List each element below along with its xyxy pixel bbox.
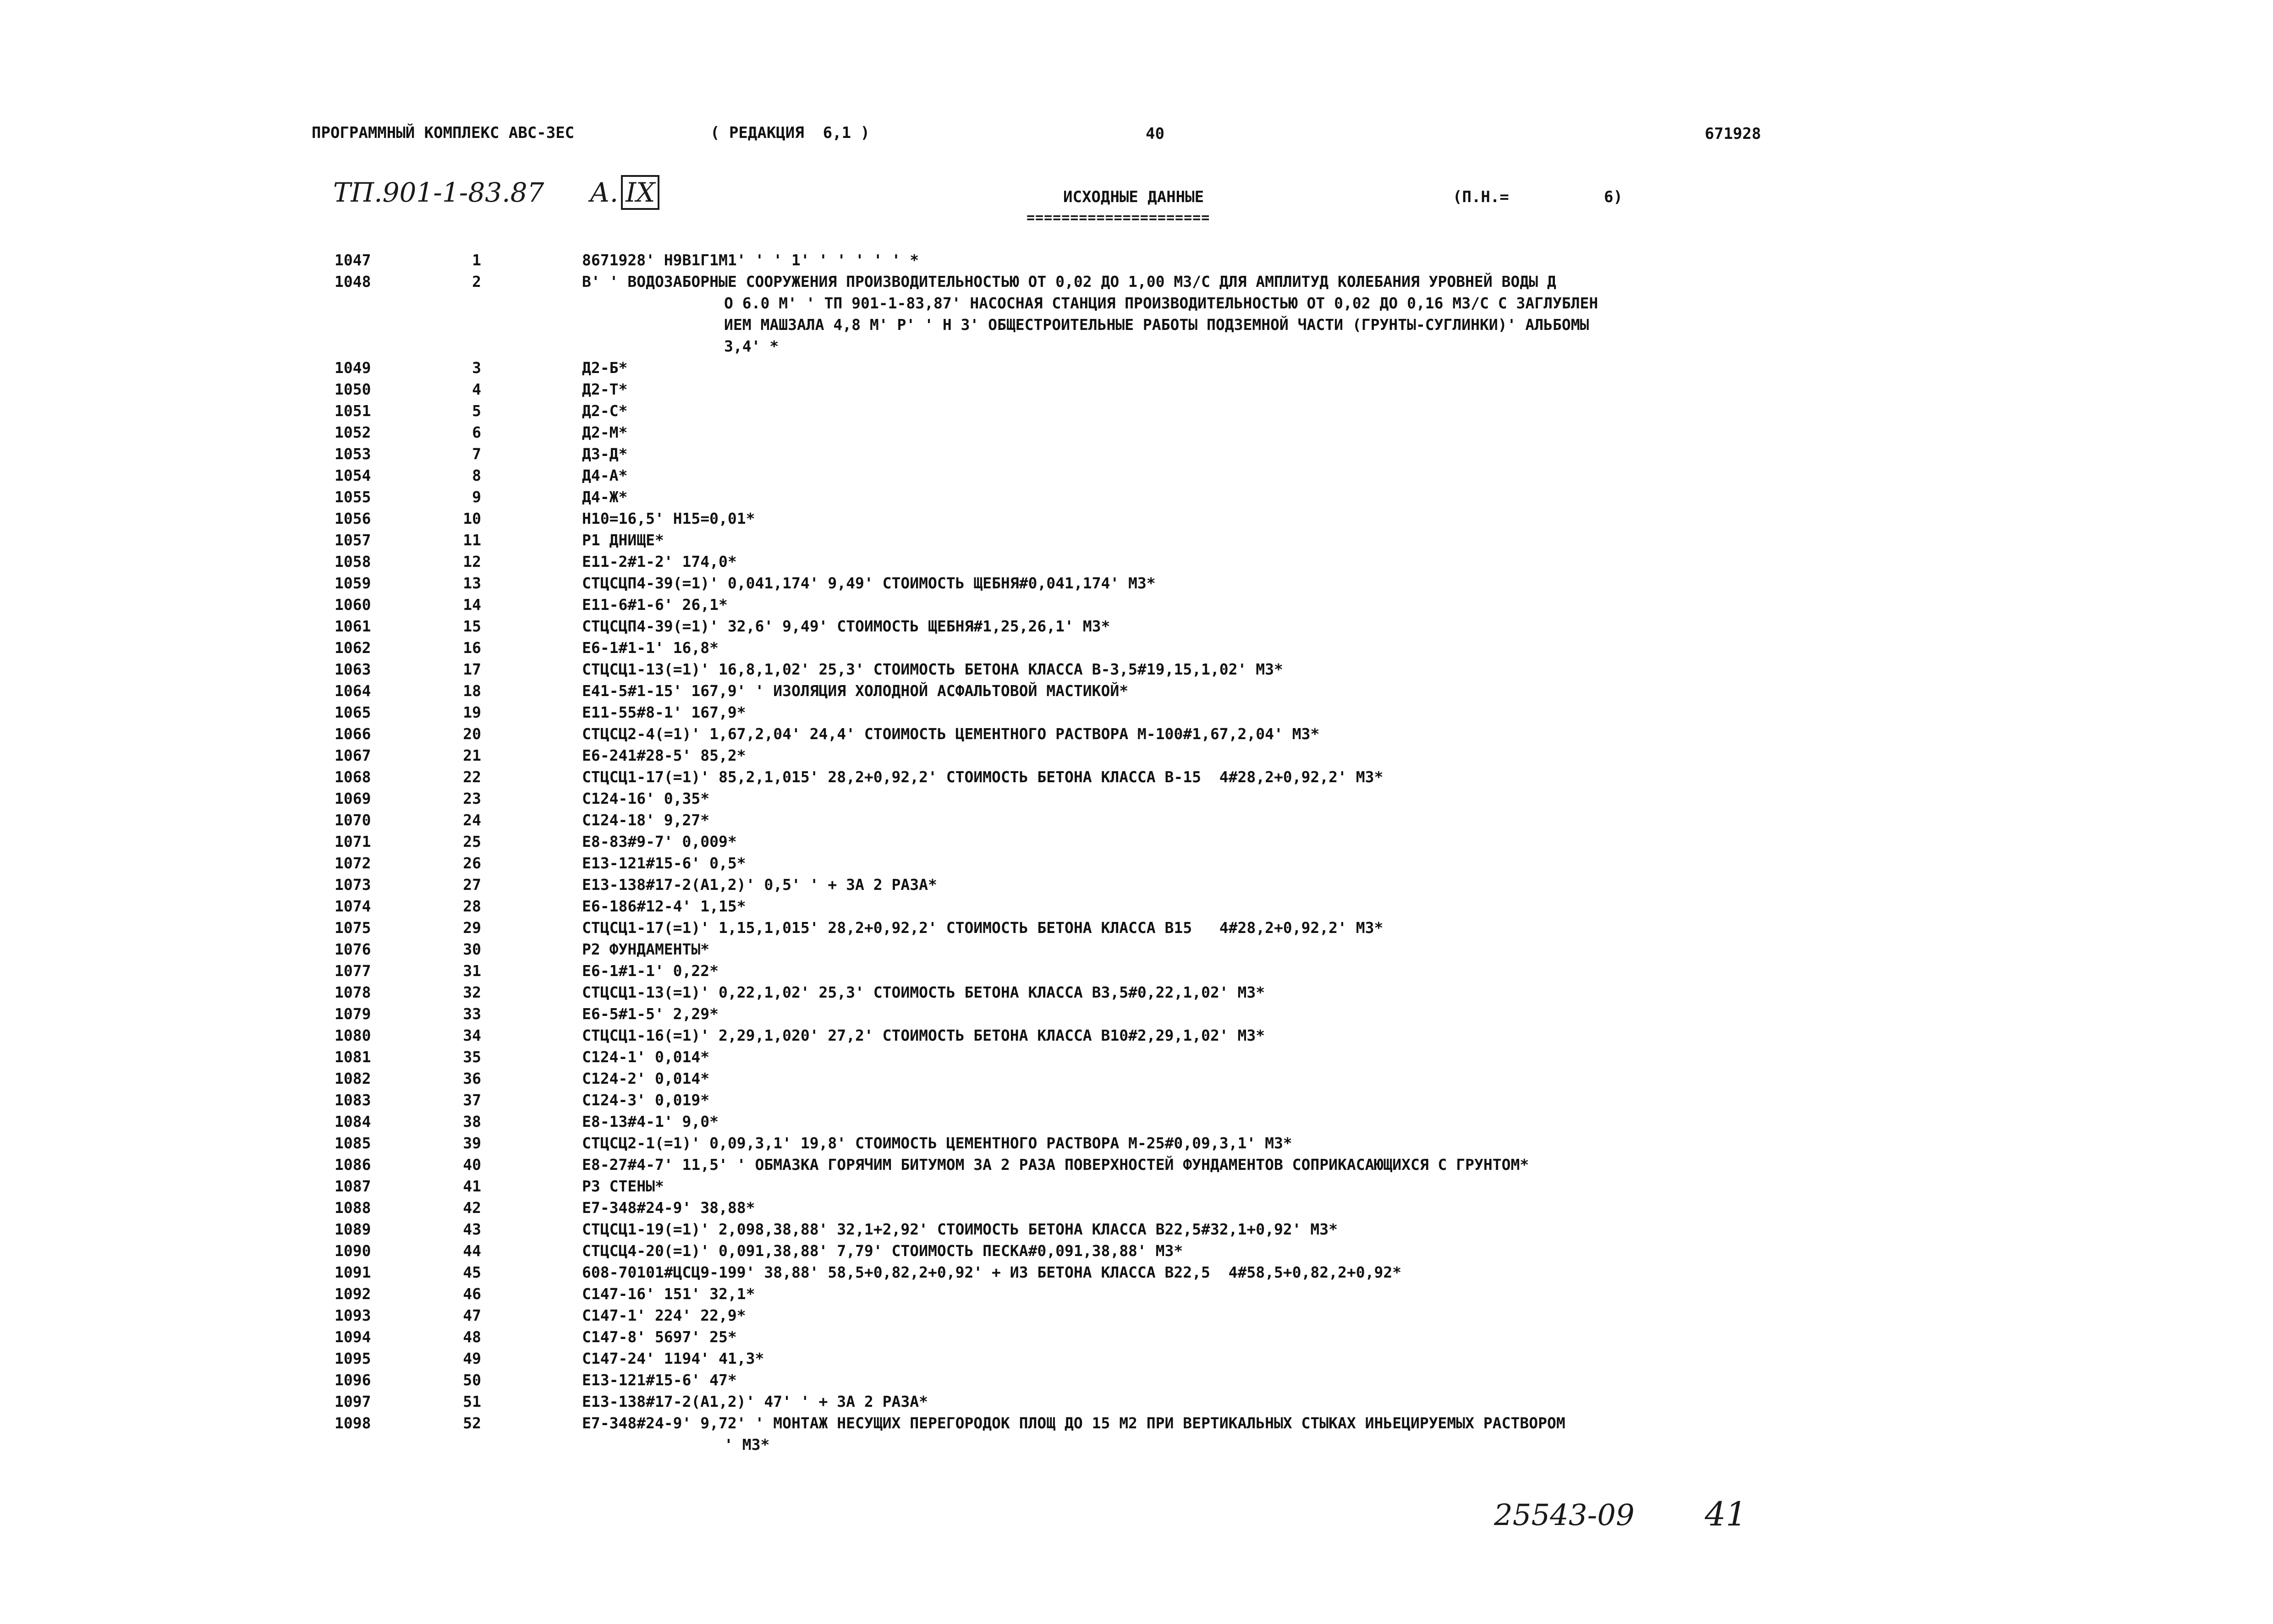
record-text: С147-8' 5697' 25* [582,1328,737,1346]
record-index: 48 [463,1328,481,1346]
record-text: Р3 СТЕНЫ* [582,1177,664,1195]
record-index: 39 [463,1134,481,1152]
record-index: 2 [472,273,481,291]
record-index: 17 [463,660,481,678]
line-number: 1094 [335,1328,371,1346]
record-text: Е11-6#1-6' 26,1* [582,596,728,614]
record-index: 26 [463,854,481,872]
line-number: 1088 [335,1199,371,1217]
record-index: 30 [463,940,481,958]
line-number: 1063 [335,660,371,678]
line-number: 1052 [335,423,371,441]
line-number: 1085 [335,1134,371,1152]
record-text: С147-16' 151' 32,1* [582,1285,755,1303]
line-number: 1066 [335,725,371,743]
line-number: 1057 [335,531,371,549]
line-number: 1067 [335,746,371,764]
edition-label: ( РЕДАКЦИЯ 6,1 ) [710,124,870,142]
record-text: С124-1' 0,014* [582,1048,710,1066]
record-index: 27 [463,876,481,894]
line-number: 1077 [335,962,371,980]
record-text: Е6-1#1-1' 0,22* [582,962,719,980]
record-text: Р2 ФУНДАМЕНТЫ* [582,940,710,958]
record-text: Е8-83#9-7' 0,009* [582,833,737,850]
record-index: 49 [463,1350,481,1367]
record-text: Д2-Б* [582,359,628,377]
line-number: 1070 [335,811,371,829]
record-index: 52 [463,1414,481,1432]
record-text: С124-16' 0,35* [582,790,710,807]
record-text-continuation: О 6.0 М' ' ТП 901-1-83,87' НАСОСНАЯ СТАНЦИЯ ПРОИЗВОДИТЕЛЬНОСТЬЮ ОТ 0,02 ДО 0,16 МЗ/С С ЗАГЛУБЛЕН [724,294,1598,312]
record-index: 50 [463,1371,481,1389]
record-text: С124-18' 9,27* [582,811,710,829]
line-number: 1086 [335,1156,371,1174]
line-number: 1060 [335,596,371,614]
record-text: Д2-С* [582,402,628,420]
record-index: 13 [463,574,481,592]
line-number: 1087 [335,1177,371,1195]
record-index: 1 [472,251,481,269]
record-text: Р1 ДНИЩЕ* [582,531,664,549]
line-number: 1080 [335,1026,371,1044]
record-text: СТЦСЦ2-4(=1)' 1,67,2,04' 24,4' СТОИМОСТЬ ЦЕМЕНТНОГО РАСТВОРА М-100#1,67,2,04' МЗ* [582,725,1320,743]
line-number: 1051 [335,402,371,420]
record-text: 608-70101#ЦСЦ9-199' 38,88' 58,5+0,82,2+0,92' + ИЗ БЕТОНА КЛАССА В22,5 4#58,5+0,82,2+0,92* [582,1263,1402,1281]
record-index: 35 [463,1048,481,1066]
line-number: 1053 [335,445,371,463]
line-number: 1047 [335,251,371,269]
record-index: 22 [463,768,481,786]
record-index: 24 [463,811,481,829]
line-number: 1090 [335,1242,371,1260]
record-index: 23 [463,790,481,807]
record-index: 41 [463,1177,481,1195]
handwritten-page-number: 41 [1705,1495,1747,1533]
record-text: Е6-1#1-1' 16,8* [582,639,719,657]
record-text: СТЦСЦ2-1(=1)' 0,09,3,1' 19,8' СТОИМОСТЬ ЦЕМЕНТНОГО РАСТВОРА М-25#0,09,3,1' МЗ* [582,1134,1292,1152]
record-index: 36 [463,1070,481,1087]
line-number: 1049 [335,359,371,377]
line-number: 1064 [335,682,371,700]
record-text-continuation: 3,4' * [724,337,779,355]
record-index: 32 [463,983,481,1001]
record-index: 5 [472,402,481,420]
line-number: 1097 [335,1393,371,1410]
line-number: 1091 [335,1263,371,1281]
record-index: 6 [472,423,481,441]
record-index: 46 [463,1285,481,1303]
line-number: 1096 [335,1371,371,1389]
record-index: 28 [463,897,481,915]
line-number: 1061 [335,617,371,635]
record-text: Е6-5#1-5' 2,29* [582,1005,719,1023]
record-text-continuation: ИЕМ МАШЗАЛА 4,8 М' Р' ' Н 3' ОБЩЕСТРОИТЕЛЬНЫЕ РАБОТЫ ПОДЗЕМНОЙ ЧАСТИ (ГРУНТЫ-СУГЛИНКИ)' АЛЬБОМЫ [724,316,1589,334]
record-text: Е13-121#15-6' 0,5* [582,854,746,872]
record-index: 8 [472,466,481,484]
document-code: 671928 [1705,125,1761,143]
line-number: 1083 [335,1091,371,1109]
program-name: ПРОГРАММНЫЙ КОМПЛЕКС АВС-ЗЕС [312,124,575,142]
record-index: 18 [463,682,481,700]
record-text: СТЦСЦ1-13(=1)' 0,22,1,02' 25,3' СТОИМОСТЬ БЕТОНА КЛАССА В3,5#0,22,1,02' МЗ* [582,983,1265,1001]
record-text: Е6-241#28-5' 85,2* [582,746,746,764]
record-index: 47 [463,1306,481,1324]
record-text: Е13-138#17-2(А1,2)' 0,5' ' + ЗА 2 РАЗА* [582,876,937,894]
record-text: С124-2' 0,014* [582,1070,710,1087]
line-number: 1062 [335,639,371,657]
record-text: СТЦСЦП4-39(=1)' 0,041,174' 9,49' СТОИМОСТЬ ЩЕБНЯ#0,041,174' МЗ* [582,574,1156,592]
record-text: Е8-27#4-7' 11,5' ' ОБМАЗКА ГОРЯЧИМ БИТУМОМ ЗА 2 РАЗА ПОВЕРХНОСТЕЙ ФУНДАМЕНТОВ СОПРИКАСАЮЩИХСЯ С ГРУНТОМ* [582,1156,1529,1174]
line-number: 1071 [335,833,371,850]
record-index: 45 [463,1263,481,1281]
pn-value: 6) [1604,188,1623,206]
record-index: 37 [463,1091,481,1109]
record-index: 9 [472,488,481,506]
record-index: 38 [463,1113,481,1130]
record-index: 7 [472,445,481,463]
record-index: 15 [463,617,481,635]
record-index: 4 [472,380,481,398]
record-text: Е11-55#8-1' 167,9* [582,703,746,721]
record-index: 25 [463,833,481,850]
record-text: 8671928' Н9В1Г1М1' ' ' 1' ' ' ' ' ' * [582,251,919,269]
record-text: С124-3' 0,019* [582,1091,710,1109]
line-number: 1069 [335,790,371,807]
line-number: 1068 [335,768,371,786]
line-number: 1058 [335,553,371,571]
line-number: 1076 [335,940,371,958]
record-index: 31 [463,962,481,980]
line-number: 1079 [335,1005,371,1023]
record-text: СТЦСЦ1-13(=1)' 16,8,1,02' 25,3' СТОИМОСТЬ БЕТОНА КЛАССА В-3,5#19,15,1,02' МЗ* [582,660,1283,678]
record-text: Е11-2#1-2' 174,0* [582,553,737,571]
record-text: Е13-121#15-6' 47* [582,1371,737,1389]
record-text: Д4-А* [582,466,628,484]
handwritten-project-code [316,146,544,208]
line-number: 1075 [335,919,371,937]
record-index: 3 [472,359,481,377]
record-text: СТЦСЦ1-17(=1)' 1,15,1,015' 28,2+0,92,2' СТОИМОСТЬ БЕТОНА КЛАССА В15 4#28,2+0,92,2' МЗ* [582,919,1384,937]
record-index: 10 [463,510,481,527]
line-number: 1095 [335,1350,371,1367]
record-index: 33 [463,1005,481,1023]
record-text: СТЦСЦ1-17(=1)' 85,2,1,015' 28,2+0,92,2' СТОИМОСТЬ БЕТОНА КЛАССА В-15 4#28,2+0,92,2' МЗ* [582,768,1384,786]
line-number: 1089 [335,1220,371,1238]
record-text: С147-1' 224' 22,9* [582,1306,746,1324]
record-index: 12 [463,553,481,571]
record-text: Е6-186#12-4' 1,15* [582,897,746,915]
record-text: СТЦСЦ1-19(=1)' 2,098,38,88' 32,1+2,92' СТОИМОСТЬ БЕТОНА КЛАССА В22,5#32,1+0,92' МЗ* [582,1220,1338,1238]
record-index: 16 [463,639,481,657]
line-number: 1092 [335,1285,371,1303]
line-number: 1073 [335,876,371,894]
record-index: 19 [463,703,481,721]
line-number: 1056 [335,510,371,527]
line-number: 1054 [335,466,371,484]
line-number: 1093 [335,1306,371,1324]
line-number: 1082 [335,1070,371,1087]
record-index: 40 [463,1156,481,1174]
record-text: Е7-348#24-9' 38,88* [582,1199,755,1217]
handwritten-registration-number: 25543-09 [1494,1498,1635,1532]
record-text: Е8-13#4-1' 9,0* [582,1113,719,1130]
record-text: В' ' ВОДОЗАБОРНЫЕ СООРУЖЕНИЯ ПРОИЗВОДИТЕЛЬНОСТЬЮ ОТ 0,02 ДО 1,00 МЗ/С ДЛЯ АМПЛИТУД КОЛЕБАНИЯ УРОВНЕЙ ВОДЫ Д [582,273,1556,291]
section-title-underline: ===================== [1027,210,1210,226]
line-number: 1084 [335,1113,371,1130]
line-number: 1074 [335,897,371,915]
line-number: 1055 [335,488,371,506]
record-index: 14 [463,596,481,614]
record-text: Д2-Т* [582,380,628,398]
line-number: 1059 [335,574,371,592]
record-index: 20 [463,725,481,743]
record-index: 34 [463,1026,481,1044]
page-number: 40 [1146,125,1164,143]
record-index: 42 [463,1199,481,1217]
record-index: 44 [463,1242,481,1260]
line-number: 1048 [335,273,371,291]
record-index: 51 [463,1393,481,1410]
pn-label: (П.Н.= [1453,188,1509,206]
album-roman: IX [621,175,659,210]
album-label: А. [589,177,619,208]
record-text: СТЦСЦП4-39(=1)' 32,6' 9,49' СТОИМОСТЬ ЩЕБНЯ#1,25,26,1' МЗ* [582,617,1110,635]
record-text: Е7-348#24-9' 9,72' ' МОНТАЖ НЕСУЩИХ ПЕРЕГОРОДОК ПЛОЩ ДО 15 М2 ПРИ ВЕРТИКАЛЬНЫХ СТЫКАХ ИНЬЕЦИРУЕМЫХ РАСТВОРОМ [582,1414,1565,1432]
handwritten-project: ТП.901-1-83.87 [333,177,544,208]
line-number: 1078 [335,983,371,1001]
line-number: 1072 [335,854,371,872]
record-text: Н10=16,5' Н15=0,01* [582,510,755,527]
line-number: 1098 [335,1414,371,1432]
record-index: 43 [463,1220,481,1238]
line-number: 1065 [335,703,371,721]
record-text: С147-24' 1194' 41,3* [582,1350,764,1367]
record-text-continuation: ' МЗ* [724,1436,770,1454]
section-title: ИСХОДНЫЕ ДАННЫЕ [1063,188,1204,206]
record-text: СТЦСЦ1-16(=1)' 2,29,1,020' 27,2' СТОИМОСТЬ БЕТОНА КЛАССА В10#2,29,1,02' МЗ* [582,1026,1265,1044]
record-text: Д4-Ж* [582,488,628,506]
record-index: 29 [463,919,481,937]
record-text: Е13-138#17-2(А1,2)' 47' ' + ЗА 2 РАЗА* [582,1393,928,1410]
record-text: Д3-Д* [582,445,628,463]
record-text: СТЦСЦ4-20(=1)' 0,091,38,88' 7,79' СТОИМОСТЬ ПЕСКА#0,091,38,88' МЗ* [582,1242,1183,1260]
record-index: 11 [463,531,481,549]
line-number: 1050 [335,380,371,398]
record-text: Д2-М* [582,423,628,441]
record-text: Е41-5#1-15' 167,9' ' ИЗОЛЯЦИЯ ХОЛОДНОЙ АСФАЛЬТОВОЙ МАСТИКОЙ* [582,682,1129,700]
handwritten-album [573,146,659,208]
line-number: 1081 [335,1048,371,1066]
record-index: 21 [463,746,481,764]
